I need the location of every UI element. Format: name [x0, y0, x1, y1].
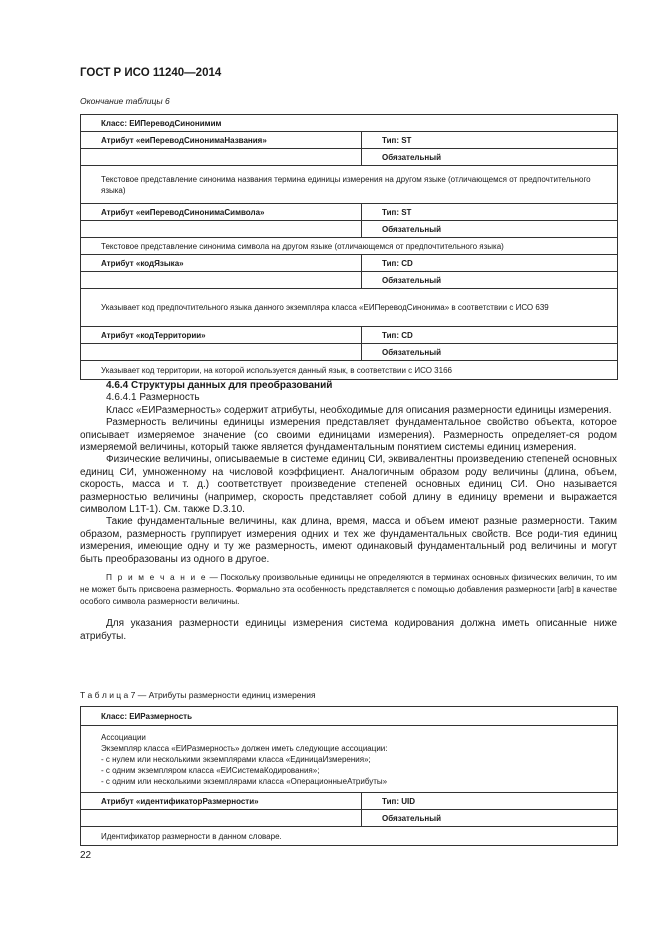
section-subheading: 4.6.4.1 Размерность [106, 392, 200, 404]
assoc-title: Ассоциации [101, 732, 146, 742]
table7-desc: Идентификатор размерности в данном словаре. [81, 827, 618, 846]
assoc-item: - с одним или несколькими экземплярами класса «ОперационныеАтрибуты» [101, 776, 388, 786]
paragraph: Физические величины, описываемые в системе единиц СИ, эквивалентны произведению степеней основных единиц СИ, умноженному на числовой коэффициент. Аналогичным образом роду величины (длина, объем, скорость, масса и т. д.) соответствует произведение степеней основных единиц СИ. Оно называется размерностью величины (например, скорость представляет собой длину в единицу времени и выражается символом L1T-1). См. также D.3.10. [80, 454, 617, 516]
table6-desc: Указывает код территории, на которой используется данный язык, в соответствии с ИСО 3166 [81, 361, 618, 380]
paragraph: Размерность величины единицы измерения представляет фундаментальное свойство объекта, которое описывает измеряемое значение (со своими единицами измерения). Размерность определяет-ся родом измеряемой величины, который также является фундаментальным понятием системы единиц измерения. [80, 417, 617, 454]
table6-req: Обязательный [362, 272, 618, 289]
table6-attr: Атрибут «кодТерритории» [81, 327, 362, 344]
table6-type: Тип: CD [362, 255, 618, 272]
table7-caption: Т а б л и ц а 7 — Атрибуты размерности единиц измерения [80, 690, 316, 700]
table6-continuation-caption: Окончание таблицы 6 [80, 96, 170, 106]
table6-desc: Текстовое представление синонима символа на другом языке (отличающемся от предпочтительного языка) [81, 238, 618, 255]
table6-desc: Указывает код предпочтительного языка данного экземпляра класса «ЕИПереводСинонима» в соответствии с ИСО 639 [81, 289, 618, 327]
table7-type: Тип: UID [362, 793, 618, 810]
section-body [80, 380, 617, 643]
table6-attr: Атрибут «кодЯзыка» [81, 255, 362, 272]
assoc-intro: Экземпляр класса «ЕИРазмерность» должен иметь следующие ассоциации: [101, 743, 388, 753]
table7-attr: Атрибут «идентификаторРазмерности» [81, 793, 362, 810]
table6 [80, 114, 618, 380]
section-heading: 4.6.4 Структуры данных для преобразований [106, 380, 333, 391]
table7-class-row: Класс: ЕИРазмерность [81, 707, 618, 726]
table6-req: Обязательный [362, 344, 618, 361]
table6-attr: Атрибут «еиПереводСинонимаСимвола» [81, 204, 362, 221]
table6-req: Обязательный [362, 221, 618, 238]
table6-type: Тип: ST [362, 204, 618, 221]
note-text: — Поскольку произвольные единицы не определяются в терминах основных физических величин, то им не может быть присвоена размерность. Формально эта особенность представляется с помощью добавления размерности [arb] в качестве особого символа размерности величины. [80, 572, 618, 607]
page-number: 22 [80, 850, 92, 861]
table6-attr: Атрибут «еиПереводСинонимаНазвания» [81, 132, 362, 149]
table6-req: Обязательный [362, 149, 618, 166]
table6-desc: Текстовое представление синонима названия термина единицы измерения на другом языке (отличающемся от предпочтительного языка) [81, 166, 618, 204]
table6-type: Тип: CD [362, 327, 618, 344]
table6-class-row: Класс: ЕИПереводСинонимим [81, 115, 618, 132]
table7-req: Обязательный [362, 810, 618, 827]
table7-associations [81, 726, 618, 793]
document-header: ГОСТ Р ИСО 11240—2014 [80, 67, 222, 79]
note [80, 571, 617, 607]
table6-type: Тип: ST [362, 132, 618, 149]
closing-paragraph: Для указания размерности единицы измерения система кодирования должна иметь описанные ниже атрибуты. [80, 618, 617, 642]
note-label: П р и м е ч а н и е [106, 572, 208, 583]
paragraph: Класс «ЕИРазмерность» содержит атрибуты, необходимые для описания размерности единицы измерения. [106, 404, 612, 416]
assoc-item: - с одним экземпляром класса «ЕИСистемаКодирования»; [101, 765, 320, 775]
paragraph: Такие фундаментальные величины, как длина, время, масса и объем имеют разные размерности. Таким образом, размерность группирует измерения одних и тех же фундаментальных свойств. Все роди-тия единиц измерения, имеющие одну и ту же размерность, имеют одинаковый фундаментальный род величины и могут быть преобразованы из одного в другое. [80, 516, 617, 565]
assoc-item: - с нулем или несколькими экземплярами класса «ЕдиницаИзмерения»; [101, 754, 371, 764]
table7 [80, 706, 618, 846]
